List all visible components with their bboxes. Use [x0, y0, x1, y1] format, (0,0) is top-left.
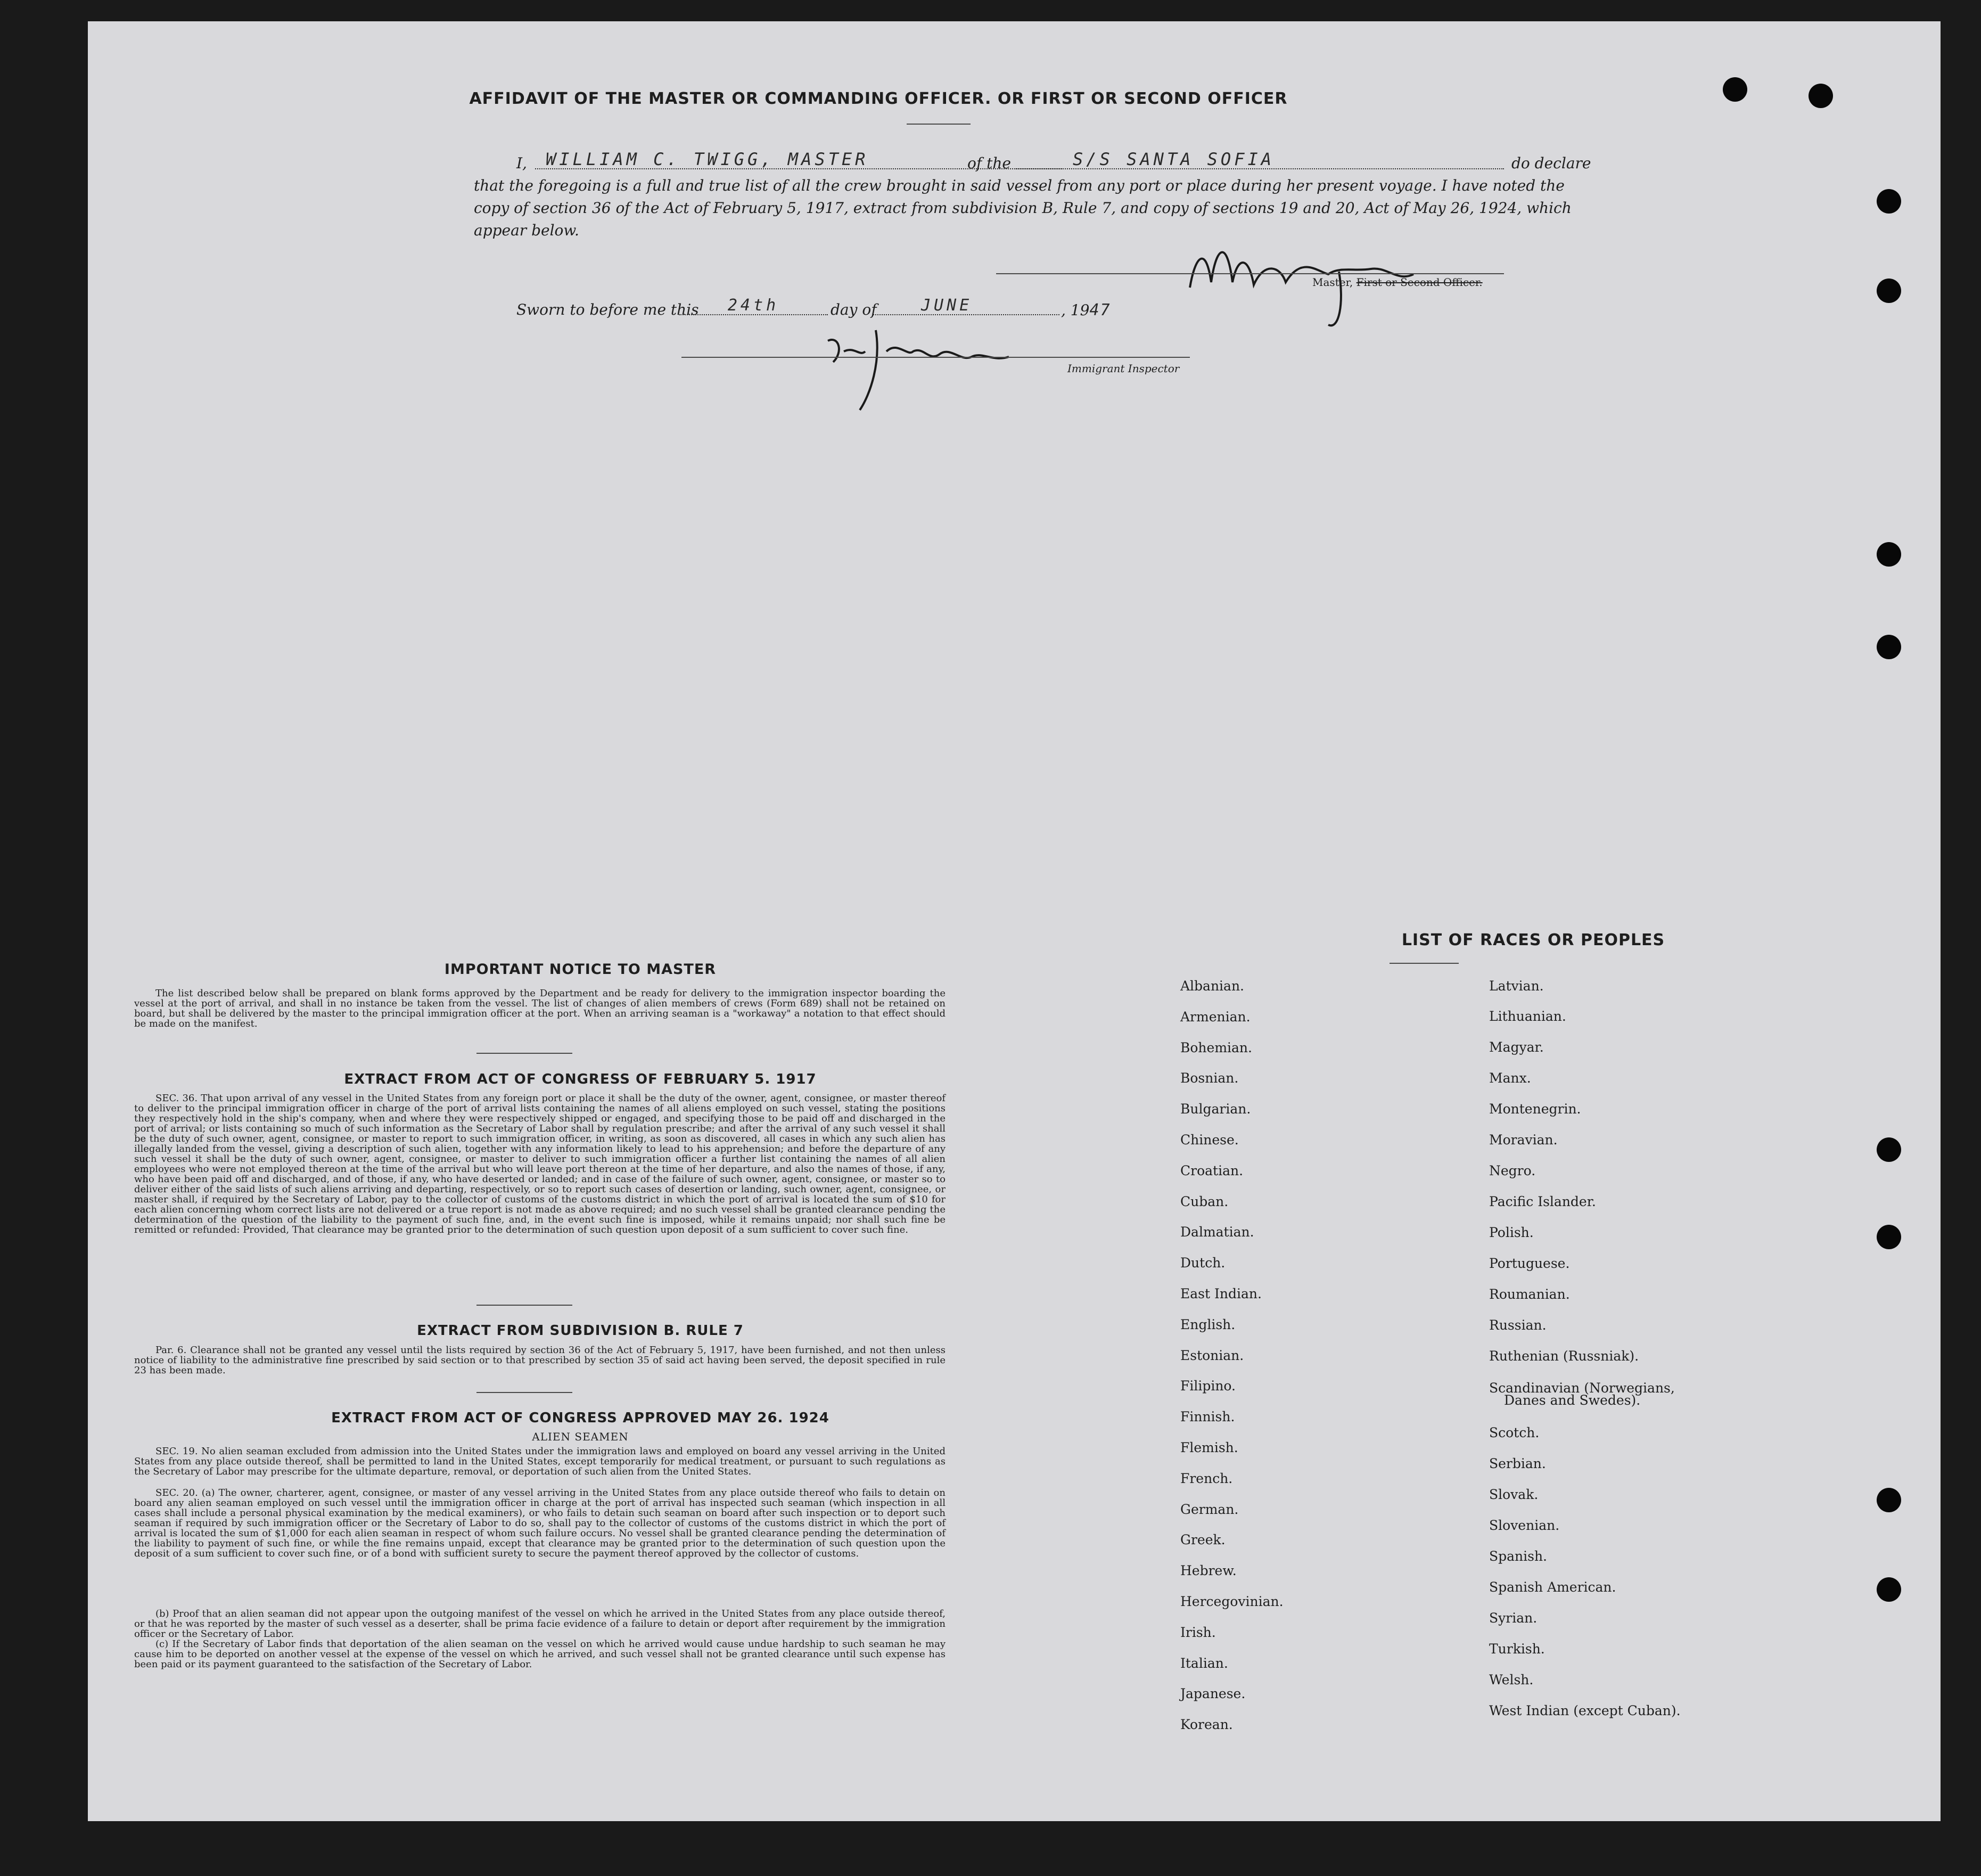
race-item: Spanish American. — [1489, 1579, 1616, 1595]
race-item: Scandinavian (Norwegians, — [1489, 1380, 1675, 1396]
inspector-caption: Immigrant Inspector — [1067, 362, 1180, 375]
punch-hole — [1723, 77, 1747, 102]
race-item: Bosnian. — [1180, 1070, 1239, 1086]
extract-rule7-title: EXTRACT FROM SUBDIVISION B. RULE 7 — [417, 1323, 744, 1339]
punch-hole — [1877, 1577, 1901, 1602]
punch-hole — [1877, 278, 1901, 303]
races-title: LIST OF RACES OR PEOPLES — [1401, 931, 1665, 949]
handwritten-vessel: S/S SANTA SOFIA — [1073, 149, 1275, 169]
race-item: Negro. — [1489, 1163, 1536, 1178]
declaration-line-4: appear below. — [474, 222, 579, 239]
race-item: French. — [1180, 1470, 1233, 1486]
sworn-day-field — [679, 296, 828, 315]
year-prefix-text: , 19 — [1061, 301, 1090, 319]
race-item: Hercegovinian. — [1180, 1594, 1284, 1609]
race-item: German. — [1180, 1501, 1239, 1517]
race-item: Dalmatian. — [1180, 1224, 1254, 1240]
race-item: Dutch. — [1180, 1255, 1226, 1271]
race-item: Armenian. — [1180, 1009, 1251, 1025]
day-of-label: day of — [831, 301, 877, 318]
notice-title: IMPORTANT NOTICE TO MASTER — [444, 961, 717, 978]
punch-hole — [1877, 542, 1901, 567]
race-item: Portuguese. — [1489, 1256, 1570, 1271]
race-item: Croatian. — [1180, 1162, 1244, 1178]
race-item: Montenegrin. — [1489, 1101, 1581, 1117]
handwritten-year: 47 — [1089, 301, 1111, 320]
race-item: Roumanian. — [1489, 1287, 1570, 1302]
sec-20a-text: SEC. 20. (a) The owner, charterer, agent, consignee, or master of any vessel arriving in the United States from any place outside thereof who fails to detain on board any alien seaman employed on such vessel until the immigration officer in charge at the port of arrival has inspected such seaman (which inspection in all cases shall include a personal physical examination by the medical examiners), or who fails to detain such seaman on board after such inspection or to deport such seaman if required by such immigration officer or the Secretary of Labor to do so, shall pay to the collector of customs of the customs district in which the port of arrival is located the sum of $1,000 for each alien seaman in respect of whom such failure occurs. No vessel shall be granted clearance pending the determination of the liability to payment of such fine, or while the fine remains unpaid, except that clearance may be granted prior to the determination of such question upon the deposit of a sum sufficient to cover such fine, or of a bond with sufficient surety to secure the payment thereof approved by the collector of customs. — [134, 1487, 946, 1559]
handwritten-day: 24th — [727, 296, 779, 315]
caption-struck-officer: First or Second Officer. — [1356, 276, 1483, 289]
handwritten-name: WILLIAM C. TWIGG, MASTER — [546, 149, 869, 169]
race-item: Estonian. — [1180, 1347, 1244, 1363]
race-item: Syrian. — [1489, 1610, 1538, 1626]
sec-20c-text: (c) If the Secretary of Labor finds that deportation of the alien seaman on the vessel on which he arrived would cause undue hardship to such seaman he may cause him to be deported on another vessel at the expense of the vessel on which he arrived, and such vessel shall not be granted clearance until such expense has been paid or its payment guaranteed to the satisfaction of the Secretary of Labor. — [134, 1639, 946, 1670]
race-item: Cuban. — [1180, 1193, 1229, 1209]
extract-1924-subtitle: ALIEN SEAMEN — [532, 1430, 629, 1443]
declaration-line-3: copy of section 36 of the Act of February 5, 1917, extract from subdivision B, Rule 7, and copy of sections 19 and 20, Act of May 26, 1924, which — [474, 199, 1572, 217]
year-prefix — [1061, 301, 1111, 320]
extract-1917-title: EXTRACT FROM ACT OF CONGRESS OF FEBRUARY 5. 1917 — [344, 1071, 817, 1087]
sec-19-text: SEC. 19. No alien seaman excluded from admission into the United States under the immigration laws and employed on board any vessel arriving in the United States from any place outside thereof, shall be permitted to land in the United States, except temporarily for medical treatment, or pursuant to such regulations as the Secretary of Labor may prescribe for the ultimate departure, removal, or deportation of such alien from the United States. — [134, 1446, 946, 1477]
master-signature-line — [996, 273, 1504, 274]
race-item: Welsh. — [1489, 1672, 1534, 1687]
declaration-line-2: that the foregoing is a full and true list of all the crew brought in said vessel from any port or place during her present voyage. I have noted the — [474, 177, 1565, 194]
punch-hole — [1877, 1225, 1901, 1249]
race-item: Turkish. — [1489, 1641, 1545, 1657]
extract-1917-body: SEC. 36. That upon arrival of any vessel in the United States from any foreign port or place it shall be the duty of the owner, agent, consignee, or master thereof to deliver to the principal immigration officer in charge of the port of arrival lists containing the names of all aliens employed on such vessel, stating the positions they respectively hold in the ship's company, when and where they were respectively shipped or engaged, and specifying those to be paid off and discharged in the port of arrival; or lists containing so much of such information as the Secretary of Labor shall by regulation prescribe; and after the arrival of any such vessel it shall be the duty of such owner, agent, consignee, or master to report to such immigration officer, in writing, as soon as discovered, all cases in which any such alien has illegally landed from the vessel, giving a description of such alien, together with any information likely to lead to his apprehension; and before the departure of any such vessel it shall be the duty of such owner, agent, consignee, or master to deliver to such immigration officer a further list containing the names of all alien employees who were not employed thereon at the time of the arrival but who will leave port thereon at the time of her departure, and also the names of those, if any, who have been paid off and discharged, and of those, if any, who have deserted or landed; and in case of the failure of such owner, agent, consignee, or master so to deliver either of the said lists of such aliens arriving and departing, respectively, or so to report such cases of desertion or landing, such owner, agent, consignee, or master shall, if required by the Secretary of Labor, pay to the collector of customs of the customs district in which the port of arrival is located the sum of $10 for each alien concerning whom correct lists are not delivered or a true report is not made as above required; and no such vessel shall be granted clearance pending the determination of the question of the liability to the payment of such fine, and, in the event such fine is imposed, while it remains unpaid; nor shall such fine be remitted or refunded: Provided, That clearance may be granted prior to the determination of such question upon deposit of a sum sufficient to cover such fine. — [134, 1093, 946, 1235]
race-item: Bulgarian. — [1180, 1101, 1251, 1117]
race-item: Finnish. — [1180, 1409, 1235, 1425]
race-item: Latvian. — [1489, 978, 1544, 994]
race-item: Serbian. — [1489, 1456, 1546, 1471]
notice-body: The list described below shall be prepared on blank forms approved by the Department and be ready for delivery to the immigration inspector boarding the vessel at the port of arrival, and shall in no instance be taken from the vessel. The list of changes of alien members of crews (Form 689) shall not be retained on board, but shall be delivered by the master to the principal immigration officer at the port. When an arriving seaman is a "workaway" a notation to that effect should be made on the manifest. — [134, 988, 946, 1029]
race-item: Polish. — [1489, 1225, 1534, 1240]
divider-1 — [476, 1053, 572, 1054]
race-item: Lithuanian. — [1489, 1009, 1566, 1024]
extract-1924-title: EXTRACT FROM ACT OF CONGRESS APPROVED MAY 26. 1924 — [331, 1410, 829, 1426]
declaration-i: I, — [516, 154, 527, 172]
divider-3 — [476, 1392, 572, 1393]
race-item: English. — [1180, 1316, 1236, 1332]
race-item: Korean. — [1180, 1717, 1233, 1733]
divider-2 — [476, 1305, 572, 1306]
race-item: Spanish. — [1489, 1549, 1548, 1564]
race-item: Flemish. — [1180, 1440, 1238, 1455]
signer-caption — [1312, 276, 1483, 289]
race-item: Pacific Islander. — [1489, 1194, 1596, 1209]
punch-hole — [1877, 189, 1901, 214]
race-item: Danes and Swedes). — [1504, 1392, 1641, 1408]
punch-hole — [1877, 1137, 1901, 1162]
race-item: Japanese. — [1180, 1686, 1246, 1702]
race-item: Bohemian. — [1180, 1039, 1252, 1055]
race-item: Albanian. — [1180, 978, 1245, 994]
race-item: Ruthenian (Russniak). — [1489, 1348, 1639, 1364]
race-item: Greek. — [1180, 1532, 1226, 1548]
of-the-label: of the — [967, 154, 1011, 172]
punch-hole — [1877, 1488, 1901, 1512]
sec-20b-text: (b) Proof that an alien seaman did not appear upon the outgoing manifest of the vessel on which he arrived in the United States from any place outside thereof, or that he was reported by the master of such vessel as a deserter, shall be prima facie evidence of a failure to detain or deport after requirement by the immigration officer or the Secretary of Labor. — [134, 1608, 946, 1640]
inspector-signature — [807, 320, 1083, 415]
handwritten-month: JUNE — [921, 296, 973, 315]
race-item: Italian. — [1180, 1655, 1228, 1671]
caption-master: Master, — [1312, 276, 1353, 289]
punch-hole — [1877, 635, 1901, 659]
affidavit-title: AFFIDAVIT OF THE MASTER OR COMMANDING OFFICER. OR FIRST OR SECOND OFFICER — [469, 89, 1288, 108]
race-item: Magyar. — [1489, 1039, 1544, 1055]
race-item: Manx. — [1489, 1070, 1531, 1086]
race-item: Slovenian. — [1489, 1518, 1560, 1533]
race-item: East Indian. — [1180, 1286, 1262, 1301]
race-item: Slovak. — [1489, 1487, 1539, 1502]
vessel-field — [1014, 149, 1504, 169]
document-page — [88, 21, 1941, 1821]
race-item: Filipino. — [1180, 1378, 1236, 1394]
sworn-month-field — [873, 296, 1059, 315]
sworn-label: Sworn to before me this — [516, 301, 699, 318]
inspector-signature-line — [681, 357, 1190, 358]
title-divider — [907, 124, 971, 125]
race-item: Russian. — [1489, 1317, 1547, 1333]
race-item: West Indian (except Cuban). — [1489, 1703, 1681, 1718]
race-item: Irish. — [1180, 1624, 1216, 1640]
race-item: Chinese. — [1180, 1132, 1239, 1148]
races-divider — [1390, 963, 1459, 964]
race-item: Moravian. — [1489, 1132, 1558, 1148]
race-item: Scotch. — [1489, 1425, 1540, 1440]
do-declare-label: do declare — [1511, 154, 1591, 172]
extract-rule7-body: Par. 6. Clearance shall not be granted any vessel until the lists required by section 36 of the Act of February 5, 1917, have been furnished, and not then unless notice of liability to the administrative fine prescribed by said section or to that prescribed by section 35 of said act having been served, the deposit specified in rule 23 has been made. — [134, 1345, 946, 1376]
punch-hole — [1809, 84, 1833, 108]
race-item: Hebrew. — [1180, 1563, 1237, 1579]
